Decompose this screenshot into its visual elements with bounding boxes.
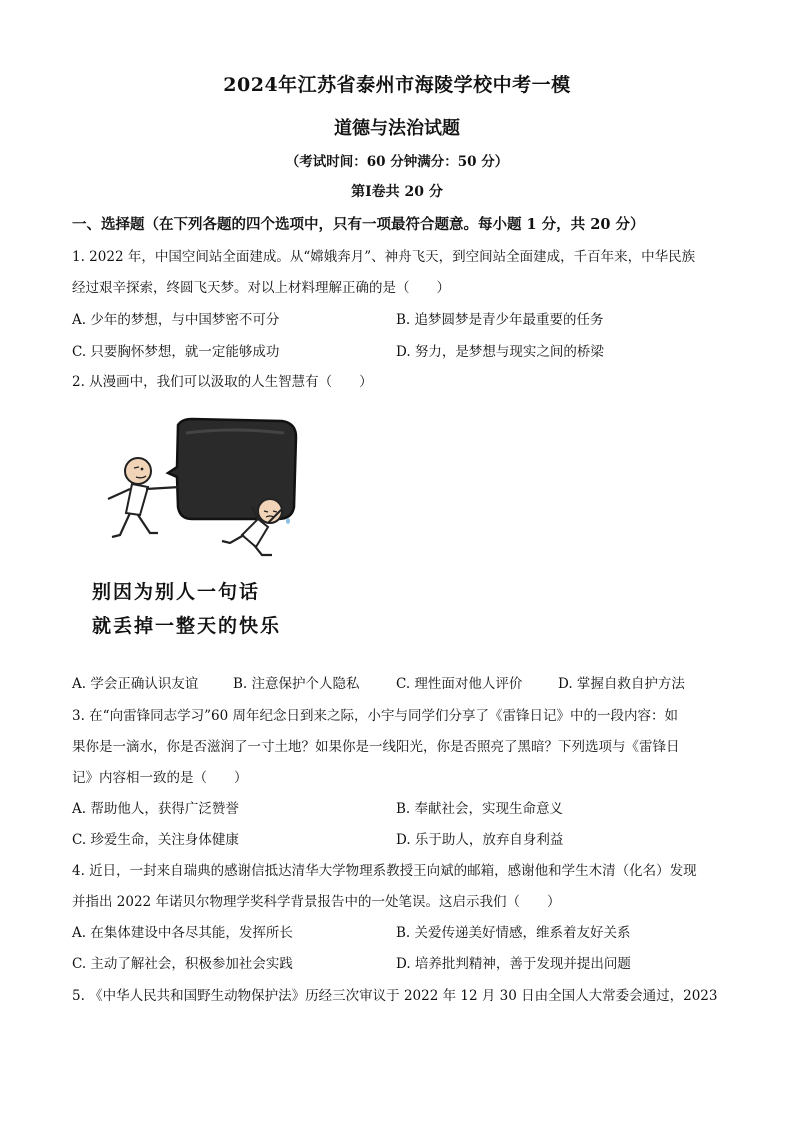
question-1-option-c: C. 只要胸怀梦想，就一定能够成功 xyxy=(72,344,280,360)
question-3-line-3: 记》内容相一致的是（ ） xyxy=(72,770,248,786)
question-4-option-a: A. 在集体建设中各尽其能，发挥所长 xyxy=(72,925,293,941)
question-3-option-a: A. 帮助他人，获得广泛赞誉 xyxy=(72,801,239,817)
exam-title: 2024年江苏省泰州市海陵学校中考一模 xyxy=(223,74,571,96)
cartoon-caption-line-1: 别因为别人一句话 xyxy=(92,581,261,603)
subject-title: 道德与法治试题 xyxy=(334,118,460,139)
question-1-option-b: B. 追梦圆梦是青少年最重要的任务 xyxy=(396,312,604,328)
question-4-option-c: C. 主动了解社会，积极参加社会实践 xyxy=(72,956,293,972)
question-2-option-a: A. 学会正确认识友谊 xyxy=(72,676,199,692)
cartoon-caption-line-2: 就丢掉一整天的快乐 xyxy=(92,615,282,637)
exam-info: （考试时间：60 分钟满分：50 分） xyxy=(285,154,509,170)
question-5-line-1: 5. 《中华人民共和国野生动物保护法》历经三次审议于 2022 年 12 月 30 日由全国人大常委会通过，2023 xyxy=(72,988,718,1004)
question-3-option-d: D. 乐于助人，放弃自身利益 xyxy=(396,832,564,848)
question-1-option-a: A. 少年的梦想，与中国梦密不可分 xyxy=(72,312,280,328)
question-2-option-d: D. 掌握自救自护方法 xyxy=(558,676,685,692)
section-heading: 一、选择题（在下列各题的四个选项中，只有一项最符合题意。每小题 1 分，共 20 分） xyxy=(72,216,645,233)
question-4-option-d: D. 培养批判精神，善于发现并提出问题 xyxy=(396,956,631,972)
question-3-option-c: C. 珍爱生命，关注身体健康 xyxy=(72,832,239,848)
question-1-line-2: 经过艰辛探索，终圆飞天梦。对以上材料理解正确的是（ ） xyxy=(72,280,450,296)
cartoon-drawing xyxy=(92,415,302,565)
question-3-line-1: 3. 在“向雷锋同志学习”60 周年纪念日到来之际，小宇与同学们分享了《雷锋日记》中的一段内容：如 xyxy=(72,708,678,724)
question-4-line-2: 并指出 2022 年诺贝尔物理学奖科学背景报告中的一处笔误。这启示我们（ ） xyxy=(72,894,561,910)
question-4-option-b: B. 关爱传递美好情感，维系着友好关系 xyxy=(396,925,631,941)
volume-heading: 第Ⅰ卷共 20 分 xyxy=(351,184,443,200)
question-2-option-c: C. 理性面对他人评价 xyxy=(396,676,523,692)
question-3-option-b: B. 奉献社会，实现生命意义 xyxy=(396,801,564,817)
question-4-line-1: 4. 近日，一封来自瑞典的感谢信抵达清华大学物理系教授王向斌的邮箱，感谢他和学生木清（化名）发现 xyxy=(72,863,697,879)
question-1-option-d: D. 努力，是梦想与现实之间的桥梁 xyxy=(396,344,604,360)
cartoon-image xyxy=(92,415,302,645)
question-3-line-2: 果你是一滴水，你是否滋润了一寸土地？如果你是一线阳光，你是否照亮了黑暗？下列选项与《雷锋日 xyxy=(72,739,680,755)
question-2-option-b: B. 注意保护个人隐私 xyxy=(233,676,360,692)
question-2-line-1: 2. 从漫画中，我们可以汲取的人生智慧有（ ） xyxy=(72,374,373,390)
question-1-line-1: 1. 2022 年，中国空间站全面建成。从“嫦娥奔月”、神舟飞天，到空间站全面建成，千百年来，中华民族 xyxy=(72,249,696,265)
